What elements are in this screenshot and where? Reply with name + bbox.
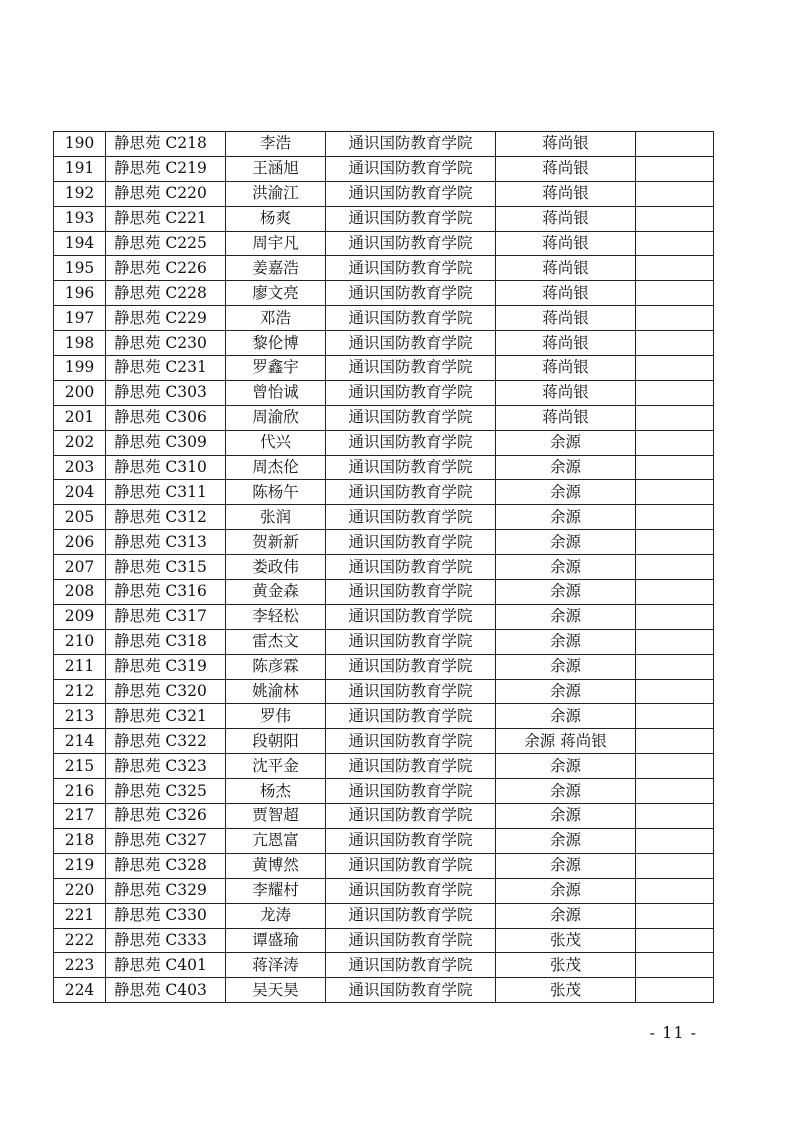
college-cell: 通识国防教育学院 — [326, 953, 496, 978]
college-cell: 通识国防教育学院 — [326, 455, 496, 480]
row-number-cell: 214 — [54, 729, 106, 754]
advisor-cell: 蒋尚银 — [496, 380, 636, 405]
remark-cell — [636, 629, 714, 654]
row-number-cell: 200 — [54, 380, 106, 405]
college-cell: 通识国防教育学院 — [326, 779, 496, 804]
advisor-cell: 余源 — [496, 903, 636, 928]
table-row — [54, 978, 714, 1003]
student-name-cell: 张润 — [226, 505, 326, 530]
student-name-cell: 杨杰 — [226, 779, 326, 804]
row-number-cell: 223 — [54, 953, 106, 978]
table-row — [54, 828, 714, 853]
college-cell: 通识国防教育学院 — [326, 356, 496, 381]
advisor-cell: 余源 — [496, 480, 636, 505]
advisor-cell: 余源 — [496, 555, 636, 580]
advisor-cell: 余源 — [496, 679, 636, 704]
dorm-room-cell: 静思苑 C323 — [106, 754, 226, 779]
advisor-cell: 蒋尚银 — [496, 206, 636, 231]
row-number-cell: 209 — [54, 604, 106, 629]
student-name-cell: 贾智超 — [226, 804, 326, 829]
advisor-cell: 蒋尚银 — [496, 281, 636, 306]
row-number-cell: 211 — [54, 654, 106, 679]
remark-cell — [636, 181, 714, 206]
dorm-room-cell: 静思苑 C221 — [106, 206, 226, 231]
advisor-cell: 张茂 — [496, 978, 636, 1003]
student-name-cell: 娄政伟 — [226, 555, 326, 580]
row-number-cell: 206 — [54, 530, 106, 555]
table-row — [54, 181, 714, 206]
table-row — [54, 356, 714, 381]
student-name-cell: 邓浩 — [226, 306, 326, 331]
student-name-cell: 罗伟 — [226, 704, 326, 729]
college-cell: 通识国防教育学院 — [326, 853, 496, 878]
row-number-cell: 191 — [54, 156, 106, 181]
student-name-cell: 陈彦霖 — [226, 654, 326, 679]
remark-cell — [636, 356, 714, 381]
college-cell: 通识国防教育学院 — [326, 580, 496, 605]
college-cell: 通识国防教育学院 — [326, 928, 496, 953]
student-name-cell: 段朝阳 — [226, 729, 326, 754]
dorm-room-cell: 静思苑 C315 — [106, 555, 226, 580]
table-row — [54, 380, 714, 405]
table-row — [54, 928, 714, 953]
student-name-cell: 洪渝江 — [226, 181, 326, 206]
student-name-cell: 沈平金 — [226, 754, 326, 779]
remark-cell — [636, 405, 714, 430]
remark-cell — [636, 256, 714, 281]
college-cell: 通识国防教育学院 — [326, 604, 496, 629]
student-name-cell: 代兴 — [226, 430, 326, 455]
remark-cell — [636, 604, 714, 629]
table-row — [54, 629, 714, 654]
row-number-cell: 192 — [54, 181, 106, 206]
advisor-cell: 余源 — [496, 804, 636, 829]
student-name-cell: 黄博然 — [226, 853, 326, 878]
student-name-cell: 李耀村 — [226, 878, 326, 903]
table-row — [54, 953, 714, 978]
advisor-cell: 余源 — [496, 878, 636, 903]
advisor-cell: 蒋尚银 — [496, 132, 636, 157]
remark-cell — [636, 704, 714, 729]
advisor-cell: 蒋尚银 — [496, 356, 636, 381]
student-name-cell: 吴天昊 — [226, 978, 326, 1003]
remark-cell — [636, 953, 714, 978]
advisor-cell: 蒋尚银 — [496, 156, 636, 181]
remark-cell — [636, 853, 714, 878]
row-number-cell: 207 — [54, 555, 106, 580]
dorm-room-cell: 静思苑 C303 — [106, 380, 226, 405]
remark-cell — [636, 878, 714, 903]
dorm-room-cell: 静思苑 C333 — [106, 928, 226, 953]
college-cell: 通识国防教育学院 — [326, 181, 496, 206]
college-cell: 通识国防教育学院 — [326, 480, 496, 505]
college-cell: 通识国防教育学院 — [326, 878, 496, 903]
advisor-cell: 余源 — [496, 779, 636, 804]
remark-cell — [636, 380, 714, 405]
dorm-room-cell: 静思苑 C326 — [106, 804, 226, 829]
dorm-room-cell: 静思苑 C403 — [106, 978, 226, 1003]
advisor-cell: 余源 — [496, 853, 636, 878]
college-cell: 通识国防教育学院 — [326, 256, 496, 281]
dorm-room-cell: 静思苑 C220 — [106, 181, 226, 206]
row-number-cell: 213 — [54, 704, 106, 729]
college-cell: 通识国防教育学院 — [326, 555, 496, 580]
row-number-cell: 197 — [54, 306, 106, 331]
dorm-room-cell: 静思苑 C218 — [106, 132, 226, 157]
college-cell: 通识国防教育学院 — [326, 654, 496, 679]
student-name-cell: 李轻松 — [226, 604, 326, 629]
row-number-cell: 194 — [54, 231, 106, 256]
row-number-cell: 219 — [54, 853, 106, 878]
row-number-cell: 220 — [54, 878, 106, 903]
table-row — [54, 156, 714, 181]
dorm-room-cell: 静思苑 C321 — [106, 704, 226, 729]
student-name-cell: 姚渝林 — [226, 679, 326, 704]
row-number-cell: 222 — [54, 928, 106, 953]
table-row — [54, 679, 714, 704]
student-name-cell: 雷杰文 — [226, 629, 326, 654]
student-name-cell: 谭盛瑜 — [226, 928, 326, 953]
dorm-room-cell: 静思苑 C316 — [106, 580, 226, 605]
student-name-cell: 亢恩富 — [226, 828, 326, 853]
remark-cell — [636, 505, 714, 530]
student-name-cell: 贺新新 — [226, 530, 326, 555]
advisor-cell: 余源 — [496, 604, 636, 629]
dorm-room-cell: 静思苑 C225 — [106, 231, 226, 256]
student-name-cell: 王涵旭 — [226, 156, 326, 181]
table-row — [54, 206, 714, 231]
table-row — [54, 555, 714, 580]
dorm-room-cell: 静思苑 C330 — [106, 903, 226, 928]
row-number-cell: 212 — [54, 679, 106, 704]
student-name-cell: 周渝欣 — [226, 405, 326, 430]
dorm-room-cell: 静思苑 C226 — [106, 256, 226, 281]
college-cell: 通识国防教育学院 — [326, 306, 496, 331]
college-cell: 通识国防教育学院 — [326, 828, 496, 853]
advisor-cell: 蒋尚银 — [496, 231, 636, 256]
dorm-room-cell: 静思苑 C401 — [106, 953, 226, 978]
table-row — [54, 306, 714, 331]
dorm-room-cell: 静思苑 C219 — [106, 156, 226, 181]
college-cell: 通识国防教育学院 — [326, 978, 496, 1003]
row-number-cell: 221 — [54, 903, 106, 928]
remark-cell — [636, 754, 714, 779]
advisor-cell: 余源 — [496, 455, 636, 480]
dorm-room-cell: 静思苑 C306 — [106, 405, 226, 430]
dorm-room-cell: 静思苑 C312 — [106, 505, 226, 530]
college-cell: 通识国防教育学院 — [326, 132, 496, 157]
dorm-room-cell: 静思苑 C228 — [106, 281, 226, 306]
advisor-cell: 蒋尚银 — [496, 256, 636, 281]
college-cell: 通识国防教育学院 — [326, 505, 496, 530]
table-row — [54, 405, 714, 430]
row-number-cell: 216 — [54, 779, 106, 804]
table-row — [54, 704, 714, 729]
table-row — [54, 878, 714, 903]
advisor-cell: 余源 — [496, 704, 636, 729]
row-number-cell: 224 — [54, 978, 106, 1003]
college-cell: 通识国防教育学院 — [326, 679, 496, 704]
student-name-cell: 廖文亮 — [226, 281, 326, 306]
college-cell: 通识国防教育学院 — [326, 405, 496, 430]
advisor-cell: 余源 — [496, 654, 636, 679]
dorm-room-cell: 静思苑 C317 — [106, 604, 226, 629]
table-row — [54, 455, 714, 480]
college-cell: 通识国防教育学院 — [326, 231, 496, 256]
row-number-cell: 210 — [54, 629, 106, 654]
dorm-room-cell: 静思苑 C230 — [106, 331, 226, 356]
dorm-room-cell: 静思苑 C327 — [106, 828, 226, 853]
table-row — [54, 480, 714, 505]
advisor-cell: 蒋尚银 — [496, 181, 636, 206]
table-row — [54, 256, 714, 281]
dorm-room-cell: 静思苑 C309 — [106, 430, 226, 455]
remark-cell — [636, 306, 714, 331]
college-cell: 通识国防教育学院 — [326, 206, 496, 231]
remark-cell — [636, 729, 714, 754]
dorm-room-cell: 静思苑 C325 — [106, 779, 226, 804]
college-cell: 通识国防教育学院 — [326, 754, 496, 779]
college-cell: 通识国防教育学院 — [326, 281, 496, 306]
table-row — [54, 132, 714, 157]
remark-cell — [636, 281, 714, 306]
student-name-cell: 黎伦博 — [226, 331, 326, 356]
row-number-cell: 215 — [54, 754, 106, 779]
advisor-cell: 余源 — [496, 629, 636, 654]
student-name-cell: 曾怡诚 — [226, 380, 326, 405]
row-number-cell: 190 — [54, 132, 106, 157]
row-number-cell: 202 — [54, 430, 106, 455]
advisor-cell: 余源 — [496, 530, 636, 555]
remark-cell — [636, 430, 714, 455]
advisor-cell: 余源 — [496, 430, 636, 455]
table-row — [54, 729, 714, 754]
remark-cell — [636, 132, 714, 157]
table-row — [54, 654, 714, 679]
dorm-room-cell: 静思苑 C231 — [106, 356, 226, 381]
dorm-room-cell: 静思苑 C310 — [106, 455, 226, 480]
dorm-room-cell: 静思苑 C329 — [106, 878, 226, 903]
advisor-cell: 蒋尚银 — [496, 405, 636, 430]
college-cell: 通识国防教育学院 — [326, 331, 496, 356]
row-number-cell: 203 — [54, 455, 106, 480]
college-cell: 通识国防教育学院 — [326, 903, 496, 928]
advisor-cell: 余源 — [496, 828, 636, 853]
student-name-cell: 陈杨午 — [226, 480, 326, 505]
remark-cell — [636, 530, 714, 555]
roster-table-body — [54, 132, 714, 1003]
college-cell: 通识国防教育学院 — [326, 629, 496, 654]
row-number-cell: 193 — [54, 206, 106, 231]
dorm-room-cell: 静思苑 C328 — [106, 853, 226, 878]
student-name-cell: 姜嘉浩 — [226, 256, 326, 281]
table-row — [54, 580, 714, 605]
remark-cell — [636, 331, 714, 356]
dorm-room-cell: 静思苑 C311 — [106, 480, 226, 505]
row-number-cell: 217 — [54, 804, 106, 829]
college-cell: 通识国防教育学院 — [326, 430, 496, 455]
table-row — [54, 281, 714, 306]
dorm-room-cell: 静思苑 C320 — [106, 679, 226, 704]
student-name-cell: 罗鑫宇 — [226, 356, 326, 381]
remark-cell — [636, 928, 714, 953]
advisor-cell: 余源 — [496, 580, 636, 605]
remark-cell — [636, 580, 714, 605]
college-cell: 通识国防教育学院 — [326, 380, 496, 405]
remark-cell — [636, 231, 714, 256]
student-name-cell: 周宇凡 — [226, 231, 326, 256]
dorm-room-cell: 静思苑 C319 — [106, 654, 226, 679]
dorm-room-cell: 静思苑 C229 — [106, 306, 226, 331]
student-name-cell: 杨爽 — [226, 206, 326, 231]
remark-cell — [636, 804, 714, 829]
table-row — [54, 779, 714, 804]
advisor-cell: 余源 — [496, 505, 636, 530]
advisor-cell: 蒋尚银 — [496, 331, 636, 356]
table-row — [54, 754, 714, 779]
student-name-cell: 周杰伦 — [226, 455, 326, 480]
advisor-cell: 余源 — [496, 754, 636, 779]
dorm-room-cell: 静思苑 C318 — [106, 629, 226, 654]
row-number-cell: 201 — [54, 405, 106, 430]
dorm-room-cell: 静思苑 C322 — [106, 729, 226, 754]
row-number-cell: 196 — [54, 281, 106, 306]
table-row — [54, 604, 714, 629]
advisor-cell: 余源 蒋尚银 — [496, 729, 636, 754]
student-name-cell: 龙涛 — [226, 903, 326, 928]
remark-cell — [636, 978, 714, 1003]
student-name-cell: 蒋泽涛 — [226, 953, 326, 978]
college-cell: 通识国防教育学院 — [326, 704, 496, 729]
row-number-cell: 204 — [54, 480, 106, 505]
remark-cell — [636, 779, 714, 804]
college-cell: 通识国防教育学院 — [326, 156, 496, 181]
remark-cell — [636, 555, 714, 580]
student-name-cell: 黄金森 — [226, 580, 326, 605]
row-number-cell: 195 — [54, 256, 106, 281]
remark-cell — [636, 679, 714, 704]
advisor-cell: 张茂 — [496, 953, 636, 978]
dorm-room-cell: 静思苑 C313 — [106, 530, 226, 555]
table-row — [54, 530, 714, 555]
remark-cell — [636, 156, 714, 181]
table-row — [54, 853, 714, 878]
remark-cell — [636, 903, 714, 928]
college-cell: 通识国防教育学院 — [326, 729, 496, 754]
dormitory-roster-table — [53, 131, 714, 1003]
college-cell: 通识国防教育学院 — [326, 804, 496, 829]
table-row — [54, 331, 714, 356]
table-row — [54, 505, 714, 530]
row-number-cell: 208 — [54, 580, 106, 605]
row-number-cell: 205 — [54, 505, 106, 530]
row-number-cell: 198 — [54, 331, 106, 356]
remark-cell — [636, 828, 714, 853]
table-row — [54, 231, 714, 256]
college-cell: 通识国防教育学院 — [326, 530, 496, 555]
remark-cell — [636, 654, 714, 679]
student-name-cell: 李浩 — [226, 132, 326, 157]
row-number-cell: 199 — [54, 356, 106, 381]
remark-cell — [636, 206, 714, 231]
remark-cell — [636, 455, 714, 480]
advisor-cell: 张茂 — [496, 928, 636, 953]
row-number-cell: 218 — [54, 828, 106, 853]
page-number: - 11 - — [649, 1023, 697, 1042]
table-row — [54, 804, 714, 829]
advisor-cell: 蒋尚银 — [496, 306, 636, 331]
remark-cell — [636, 480, 714, 505]
table-row — [54, 430, 714, 455]
table-row — [54, 903, 714, 928]
